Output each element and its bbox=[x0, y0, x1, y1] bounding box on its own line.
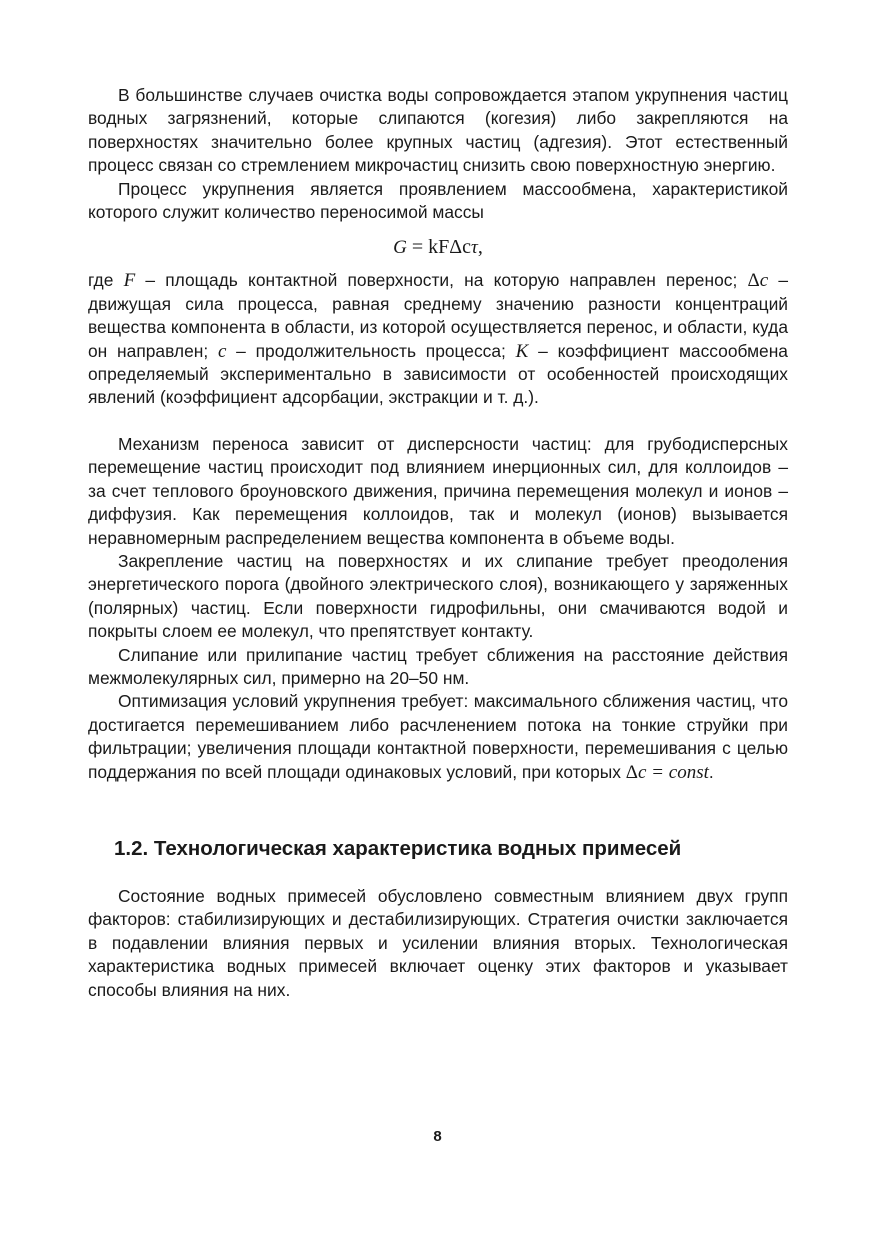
heading-gap bbox=[88, 862, 788, 885]
formula-trailing-comma: , bbox=[477, 236, 483, 259]
p3-symbol-delta: Δ bbox=[747, 270, 760, 292]
formula-lhs: G bbox=[393, 237, 407, 259]
p7-end: . bbox=[708, 761, 714, 782]
paragraph-gap bbox=[88, 410, 788, 433]
p3-text-2: – площадь контактной поверхности, на которую направлен перенос; bbox=[135, 270, 748, 291]
paragraph-2: Процесс укрупнения является проявлением массообмена, характеристикой которого служит количество переносимой массы bbox=[88, 178, 788, 223]
paragraph-6: Слипание или прилипание частиц требует сближения на расстояние действия межмолекулярных сил, примерно на 20–50 нм. bbox=[88, 644, 788, 688]
section-heading: 1.2. Технологическая характеристика водных примесей bbox=[114, 836, 682, 860]
p3-symbol-c2: c bbox=[217, 340, 227, 362]
paragraph-8: Состояние водных примесей обусловлено совместным влиянием двух групп факторов: стабилизирующих и дестабилизирующих. Стратегия очистки заключается в подавлении влияния первых и усилении влияния вторых. Технологическая характеристика водных примесей включает оценку этих факторов и указывает способы влияния на них. bbox=[88, 885, 788, 1000]
p7-text: Оптимизация условий укрупнения требует: максимального сближения частиц, что достигается перемешиванием либо расчленением потока на тонкие струйки при фильтрации; увеличения площади контактной поверхности, перемешивания с целью поддержания по всей площади одинаковых условий, при которых bbox=[88, 691, 788, 782]
p3-text-1: где bbox=[88, 270, 124, 291]
p3-text-3: – движущая сила процесса, равная среднему значению разности концентраций вещества компонента в области, из которой осуществляется перенос, и области, куда он направлен; bbox=[88, 270, 789, 361]
p7-delta: Δ bbox=[625, 761, 638, 783]
paragraph-4: Механизм переноса зависит от дисперсности частиц: для грубодисперсных перемещение частиц происходит под влиянием инерционных сил, для коллоидов – за счет теплового броуновского движения, причина перемещения молекул и ионов – диффузия. Как перемещения коллоидов, так и молекул (ионов) вызывается неравномерным распределением вещества компонента в объеме воды. bbox=[88, 433, 788, 548]
paragraph-7 bbox=[88, 690, 788, 784]
p3-symbol-c: c bbox=[759, 270, 769, 292]
p3-symbol-K: K bbox=[515, 340, 529, 362]
mass-transfer-formula bbox=[88, 234, 788, 261]
formula-rhs-upright: kFΔc bbox=[428, 236, 472, 259]
p3-symbol-F: F bbox=[123, 270, 136, 292]
page-number: 8 bbox=[433, 1128, 442, 1145]
p7-expression: c = const bbox=[638, 761, 709, 783]
p3-text-4: – продолжительность процесса; bbox=[226, 340, 516, 361]
p3-text-5: – коэффициент массообмена определяемый экспериментально в зависимости от особенностей происходящих явлений (коэффициент адсорбации, экстракции и т. д.). bbox=[88, 340, 788, 408]
paragraph-5: Закрепление частиц на поверхностях и их слипание требует преодоления энергетического порога (двойного электрического слоя), возникающего у заряженных (полярных) частиц. Если поверхности гидрофильны, они смачиваются водой и покрыты слоем ее молекул, что препятствует контакту. bbox=[88, 550, 788, 642]
paragraph-1: В большинстве случаев очистка воды сопровождается этапом укрупнения частиц водных загрязнений, которые слипаются (когезия) либо закрепляются на поверхностях значительно более крупных частиц (адгезия). Этот естественный процесс связан со стремлением микрочастиц снизить свою поверхностную энергию. bbox=[88, 85, 788, 176]
formula-rhs-tau: τ bbox=[471, 237, 478, 259]
paragraph-3 bbox=[88, 269, 788, 409]
formula-equals: = bbox=[411, 236, 424, 259]
page-content bbox=[88, 84, 788, 1002]
